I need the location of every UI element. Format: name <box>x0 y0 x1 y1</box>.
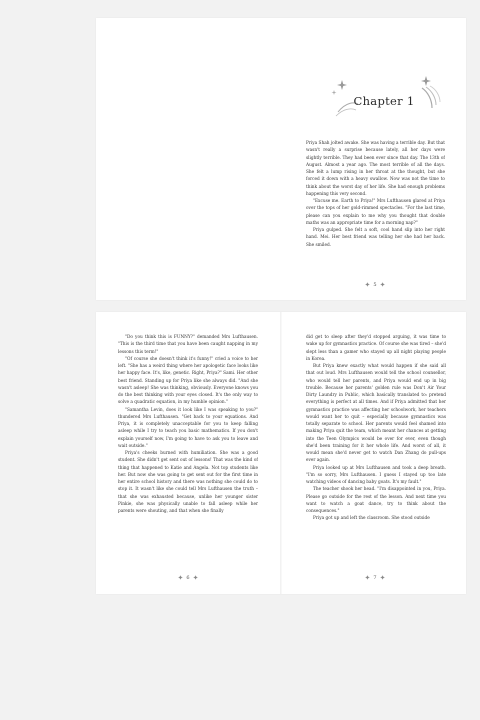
four-point-star-icon: ✦ <box>192 574 199 582</box>
four-point-star-icon: ✦ <box>379 281 386 289</box>
spread-gutter <box>280 312 282 594</box>
book-page-5 <box>96 18 466 300</box>
page-number-6 <box>168 574 208 582</box>
paragraph: "Samantha Levin, does it look like I was speaking to you?" thundered Mrs Lufthausen. "Get back to your equations. And Priya, it is completely unacceptable for you to keep falling asleep while I try to teach you basic mathematics. If you don't explain yourself now, I'm going to have to ask you to leave and wait outside." <box>118 407 258 449</box>
page-number-label: 5 <box>373 282 377 288</box>
four-point-star-icon: ✦ <box>364 281 371 289</box>
paragraph: Priya got up and left the classroom. She stood outside <box>313 516 430 522</box>
paragraph: Priya's cheeks burned with humiliation. She was a good student. She didn't get sent out of lessons! That was the kind of thing that happened to Katie and Angela. Not top students like her. But now she was going to get sent out for the first time in her entire school history and there was nothing she could do to stop it. It wasn't like she could tell Mrs Lufthausen the truth – that she was exhausted because, unlike her younger sister Pinkie, she was physically unable to fall asleep while her parents were shouting, and that when she finally <box>118 451 258 514</box>
paragraph: "Of course she doesn't think it's funny!" cried a voice to her left. "She has a weird thing where her apologetic face looks like her happy face. It's, like, genetic. Right, Priya?" Sami. Her other best friend. Standing up for Priya like she always did. "And she wasn't asleep! She was thinking, obviously. Everyone knows you do the best thinking with your eyes closed. It's the only way to solve a quadratic equation, in my humble opinion." <box>118 356 258 406</box>
paragraph: Priya Shah jolted awake. She was having a terrible day. But that wasn't really a surprise because lately, all her days were slightly terrible. They had been ever since that day. The 13th of August. Almost a year ago. The most terrible of all the days. She felt a lump rising in her throat at the thought, but she forced it down with a heavy swallow. Now was not the time to think about the worst day of her life. She had enough problems happening this very second. <box>306 141 445 197</box>
page-6-body <box>118 334 258 582</box>
paragraph: "Excuse me. Earth to Priya!" Mrs Lufthausen glared at Priya over the tops of her gold-rimmed spectacles. "For the last time, please can you explain to me why you thought that double maths was an appropriate time for a morning nap?" <box>306 199 445 226</box>
page-7-body <box>306 334 446 582</box>
paragraph: Priya looked up at Mrs Lufthausen and took a deep breath. "I'm so sorry, Mrs Lufthausen. I guess I stayed up too late watching videos of dancing baby goats. It's my fault." <box>306 465 446 485</box>
paragraph: The teacher shook her head. "I'm disappointed in you, Priya. Please go outside for the rest of the lesson. And next time you want to watch a goat dance, try to think about the consequences." <box>306 487 446 514</box>
four-point-star-icon: ✦ <box>364 574 371 582</box>
paragraph: But Priya knew exactly what would happen if she said all that out loud. Mrs Lufthausen would tell the school counsellor, who would tell her parents, and Priya would end up in big trouble. Because her parents' golden rule was Don't Air Your Dirty Laundry in Public, which basically translated to: pretend everything is perfect at all times. And if Priya admitted that her gymnastics practice was affecting her schoolwork, her teachers would want her to quit – especially because gymnastics was totally separate to school. Her parents would feel shamed into making Priya quit the team, which meant her chances at getting into the Teen Olympics would be over for ever, even though she'd been training for it her whole life. And worst of all, it would mean she'd never get to watch Dan Zhang do pull-ups ever again. <box>306 364 446 464</box>
page-5-body <box>306 140 445 292</box>
page-number-5 <box>355 281 395 289</box>
paragraph: Priya gulped. She felt a soft, cool hand slip into her right hand. Mei. Her best friend was telling her she had her back. She smiled. <box>306 228 445 248</box>
book-spread-6-7 <box>96 312 466 594</box>
four-point-star-icon: ✦ <box>379 574 386 582</box>
page-number-label: 6 <box>186 575 190 581</box>
paragraph: did get to sleep after they'd stopped arguing, it was time to wake up for gymnastics practice. Of course she was tired – she'd slept less than a gamer who stayed up all night playing people in Korea. <box>306 335 446 362</box>
page-number-label: 7 <box>373 575 377 581</box>
page-number-7 <box>355 574 395 582</box>
four-point-star-icon: ✦ <box>177 574 184 582</box>
paragraph: "Do you think this is FUNNY?" demanded Mrs Lufthausen. "This is the third time that you have been caught napping in my lessons this term!" <box>118 335 258 355</box>
chapter-heading <box>328 74 448 124</box>
chapter-title: Chapter 1 <box>353 94 415 108</box>
